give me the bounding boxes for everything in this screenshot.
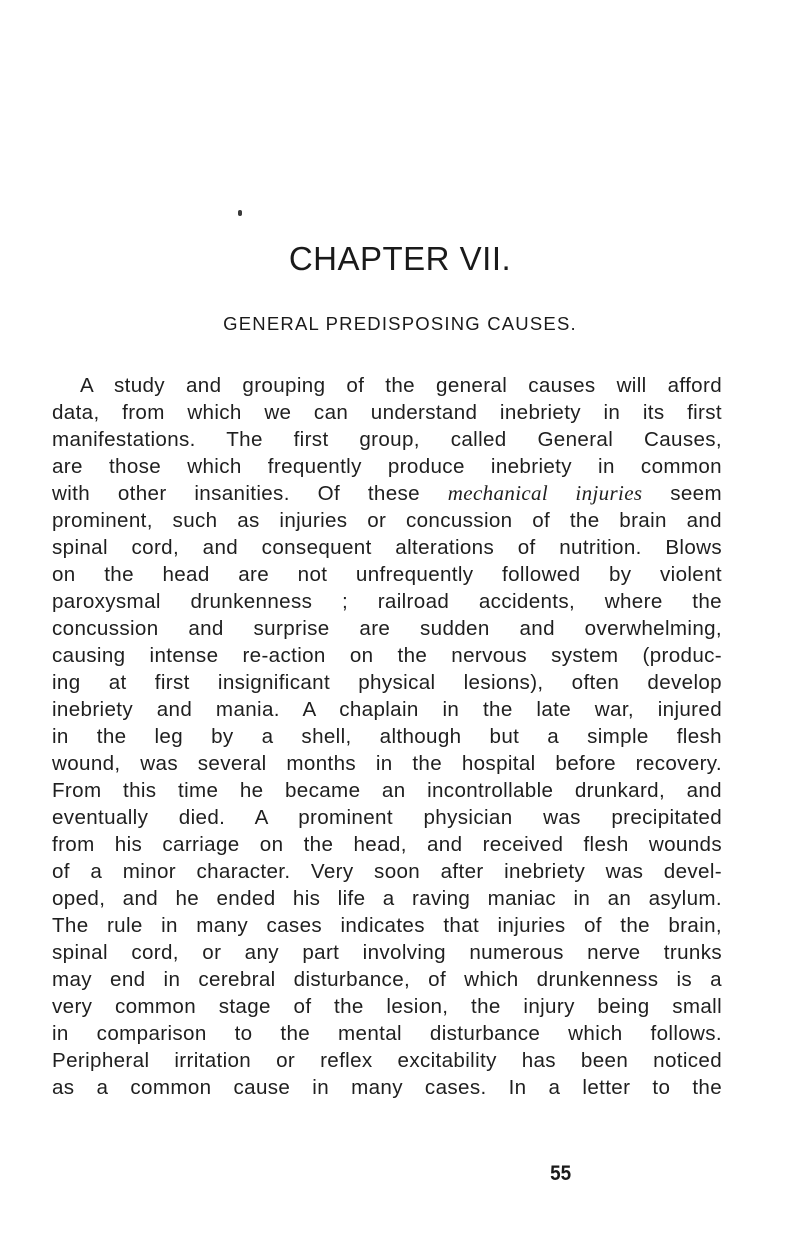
text-line: prominent, such as injuries or concussion of the brain and xyxy=(52,509,722,532)
text-line: in comparison to the mental disturbance which follows. xyxy=(52,1022,722,1045)
text-line: in the leg by a shell, although but a simple flesh xyxy=(52,725,722,748)
chapter-title: CHAPTER VII. xyxy=(288,240,512,277)
section-heading: GENERAL PREDISPOSING CAUSES. xyxy=(223,313,577,334)
text-line: manifestations. The first group, called General Causes, xyxy=(52,428,722,451)
text-line: oped, and he ended his life a raving maniac in an asylum. xyxy=(52,887,722,910)
text-line: From this time he became an incontrollable drunkard, and xyxy=(52,779,722,802)
body-paragraph xyxy=(52,372,722,1101)
print-speck xyxy=(238,210,242,216)
text-line xyxy=(52,480,722,507)
text-line: from his carriage on the head, and received flesh wounds xyxy=(52,833,722,856)
text-line: data, from which we can understand inebriety in its first xyxy=(52,401,722,424)
text-line: paroxysmal drunkenness ; railroad accidents, where the xyxy=(52,590,722,613)
text-line: ing at first insignificant physical lesions), often develop xyxy=(52,671,722,694)
text-line: as a common cause in many cases. In a letter to the xyxy=(52,1076,722,1099)
text-line: may end in cerebral disturbance, of which drunkenness is a xyxy=(52,968,722,991)
text-line: of a minor character. Very soon after inebriety was devel- xyxy=(52,860,722,883)
text-line: A study and grouping of the general causes will afford xyxy=(80,374,722,397)
text-line: causing intense re-action on the nervous system (produc- xyxy=(52,644,722,667)
emphasized-phrase: mechanical injuries xyxy=(447,481,643,505)
text-segment: with other insanities. Of these xyxy=(52,482,420,505)
text-line: spinal cord, and consequent alterations of nutrition. Blows xyxy=(52,536,722,559)
text-line: eventually died. A prominent physician was precipitated xyxy=(52,806,722,829)
text-line: Peripheral irritation or reflex excitability has been noticed xyxy=(52,1049,722,1072)
text-line: concussion and surprise are sudden and overwhelming, xyxy=(52,617,722,640)
text-segment: seem xyxy=(670,482,722,505)
text-line: inebriety and mania. A chaplain in the late war, injured xyxy=(52,698,722,721)
text-line: spinal cord, or any part involving numerous nerve trunks xyxy=(52,941,722,964)
text-line: The rule in many cases indicates that injuries of the brain, xyxy=(52,914,722,937)
text-line: very common stage of the lesion, the injury being small xyxy=(52,995,722,1018)
text-line: are those which frequently produce inebriety in common xyxy=(52,455,722,478)
text-line: wound, was several months in the hospital before recovery. xyxy=(52,752,722,775)
text-line: on the head are not unfrequently followed by violent xyxy=(52,563,722,586)
page-number: 55 xyxy=(550,1162,572,1185)
